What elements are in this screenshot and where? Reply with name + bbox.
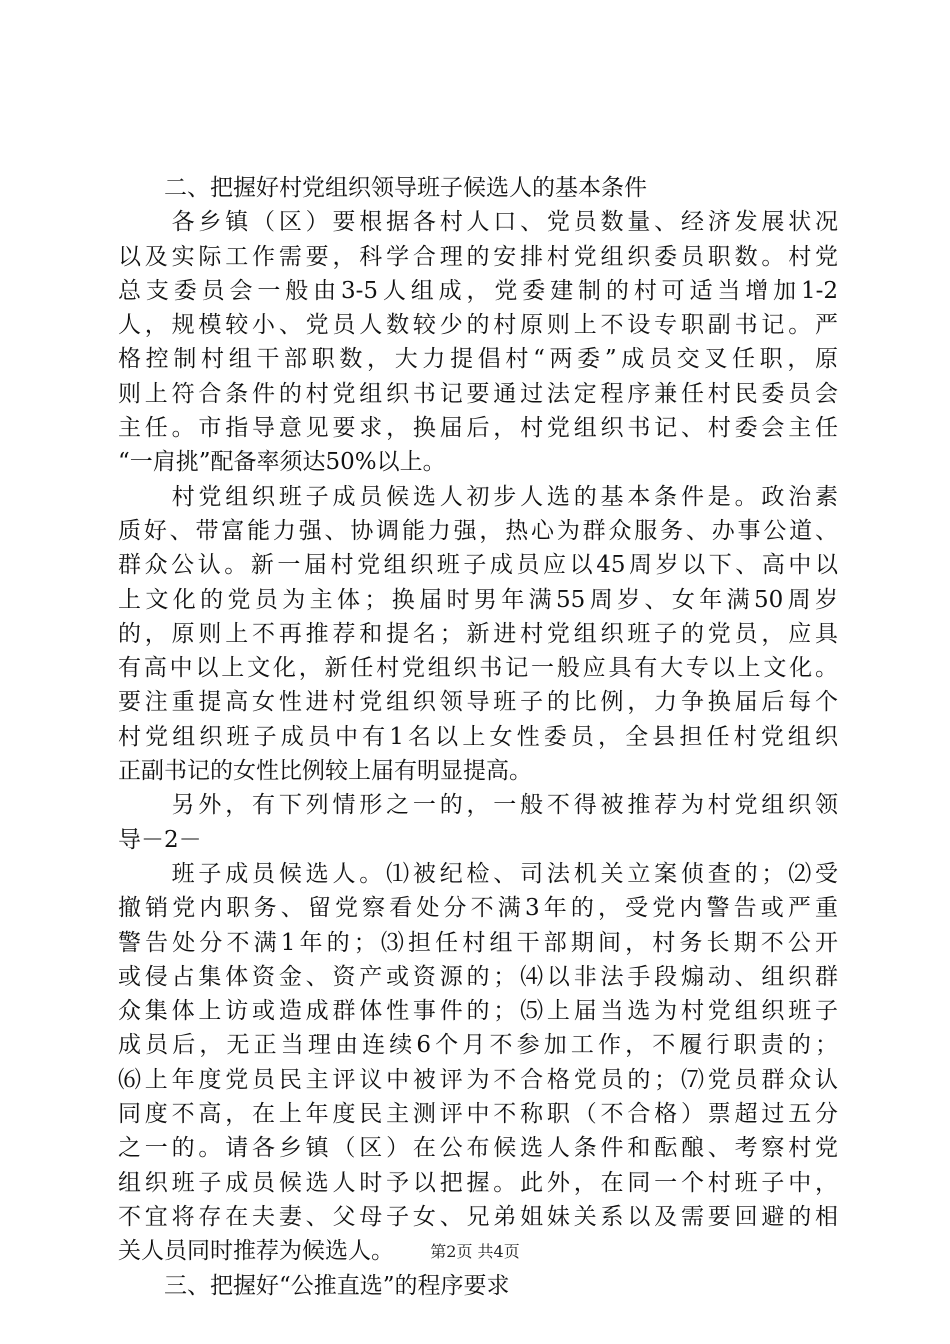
paragraph-line: 各乡镇（区）要根据各村人口、党员数量、经济发展状况 <box>118 209 838 236</box>
paragraph-line: 同度不高，在上年度民主测评中不称职（不合格）票超过五分 <box>118 1101 838 1128</box>
paragraph-line: 导－2－ <box>118 826 202 853</box>
paragraph-line: 质好、带富能力强、协调能力强，热心为群众服务、办事公道、 <box>118 517 838 544</box>
paragraph-line: 关人员同时推荐为候选人。 <box>118 1238 394 1265</box>
paragraph-line: 之一的。请各乡镇（区）在公布候选人条件和酝酿、考察村党 <box>118 1135 838 1162</box>
page-footer: 第2页 共4页 <box>430 1242 520 1261</box>
paragraph-line: 人，规模较小、党员人数较少的村原则上不设专职副书记。严 <box>118 312 838 339</box>
paragraph-line: 以及实际工作需要，科学合理的安排村党组织委员职数。村党 <box>118 243 838 270</box>
paragraph-line: 另外，有下列情形之一的，一般不得被推荐为村党组织领 <box>118 792 838 819</box>
paragraph-line: 撤销党内职务、留党察看处分不满3年的，受党内警告或严重 <box>118 895 838 922</box>
paragraph-line: 村党组织班子成员候选人初步人选的基本条件是。政治素 <box>118 483 838 510</box>
paragraph-line: 警告处分不满1年的；⑶担任村组干部期间，村务长期不公开 <box>118 929 838 956</box>
paragraph-line: 要注重提高女性进村党组织领导班子的比例，力争换届后每个 <box>118 689 838 716</box>
paragraph-line: 的，原则上不再推荐和提名；新进村党组织班子的党员，应具 <box>118 620 838 647</box>
paragraph-line: 主任。市指导意见要求，换届后，村党组织书记、村委会主任 <box>118 415 838 442</box>
paragraph-line: 群众公认。新一届村党组织班子成员应以45周岁以下、高中以 <box>118 552 838 579</box>
paragraph-line: 上文化的党员为主体；换届时男年满55周岁、女年满50周岁 <box>118 586 838 613</box>
paragraph-line: 则上符合条件的村党组织书记要通过法定程序兼任村民委员会 <box>118 380 838 407</box>
section-heading: 二、把握好村党组织领导班子候选人的基本条件 <box>118 175 647 201</box>
paragraph-line: 组织班子成员候选人时予以把握。此外，在同一个村班子中， <box>118 1169 838 1196</box>
paragraph-line: 班子成员候选人。⑴被纪检、司法机关立案侦查的；⑵受 <box>118 860 838 887</box>
paragraph-line: 总支委员会一般由3-5人组成，党委建制的村可适当增加1-2 <box>118 277 838 304</box>
paragraph-line: “一肩挑”配备率须达50%以上。 <box>118 449 446 476</box>
paragraph-line: 正副书记的女性比例较上届有明显提高。 <box>118 758 532 785</box>
paragraph-line: 有高中以上文化，新任村党组织书记一般应具有大专以上文化。 <box>118 655 838 682</box>
document-body <box>118 171 838 1303</box>
section-heading: 三、把握好“公推直选”的程序要求 <box>118 1272 510 1299</box>
paragraph-line: 或侵占集体资金、资产或资源的；⑷以非法手段煽动、组织群 <box>118 963 838 990</box>
paragraph-line: 众集体上访或造成群体性事件的；⑸上届当选为村党组织班子 <box>118 998 838 1025</box>
paragraph-line: 不宜将存在夫妻、父母子女、兄弟姐妹关系以及需要回避的相 <box>118 1203 838 1230</box>
paragraph-line: 成员后，无正当理由连续6个月不参加工作，不履行职责的； <box>118 1032 838 1059</box>
paragraph-line: 村党组织班子成员中有1名以上女性委员，全县担任村党组织 <box>118 723 838 750</box>
paragraph-line: 格控制村组干部职数，大力提倡村“两委”成员交叉任职，原 <box>118 346 838 373</box>
paragraph-line: ⑹上年度党员民主评议中被评为不合格党员的；⑺党员群众认 <box>118 1066 838 1093</box>
